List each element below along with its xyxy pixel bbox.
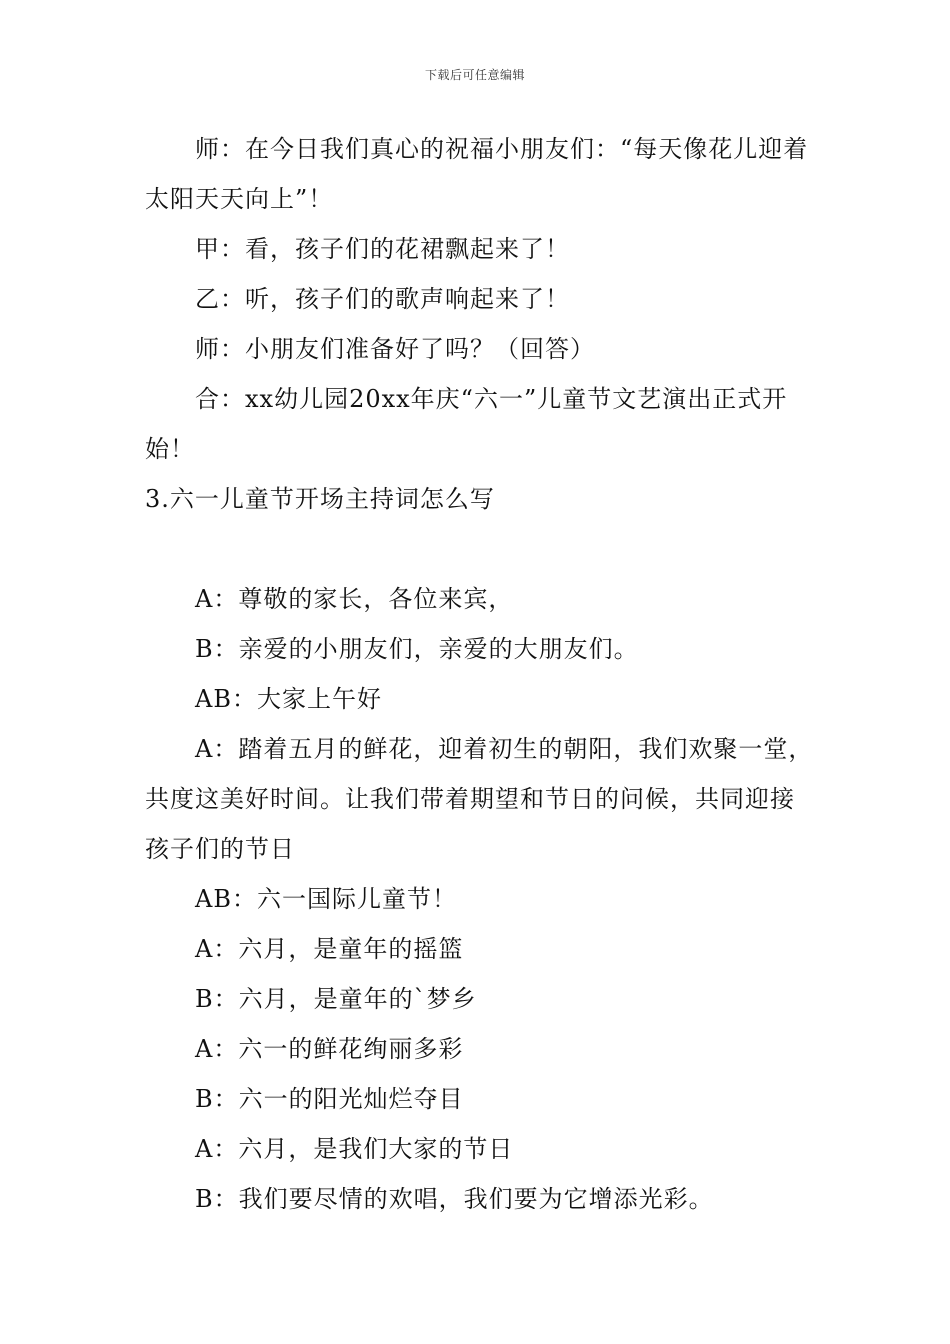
paragraph-teacher-blessing: 师：在今日我们真心的祝福小朋友们：“每天像花儿迎着太阳天天向上”！	[145, 135, 809, 213]
paragraph-b-dreamland: B：六月，是童年的`梦乡	[195, 985, 477, 1013]
paragraph-a-greeting: A：尊敬的家长，各位来宾，	[195, 585, 514, 613]
paragraph-together-start: 合：xx幼儿园20xx年庆“六一”儿童节文艺演出正式开始！	[145, 385, 788, 463]
paragraph-a-cradle: A：六月，是童年的摇篮	[195, 935, 464, 963]
paragraph-jia: 甲：看，孩子们的花裙飘起来了！	[195, 235, 570, 263]
paragraph-yi: 乙：听，孩子们的歌声响起来了！	[195, 285, 570, 313]
blank-line	[145, 524, 815, 574]
paragraph-a-our-festival: A：六月，是我们大家的节日	[195, 1135, 514, 1163]
paragraph-ab-childrens-day: AB：六一国际儿童节！	[195, 885, 457, 913]
paragraph-a-flowers: A：六一的鲜花绚丽多彩	[195, 1035, 464, 1063]
paragraph-b-greeting: B：亲爱的小朋友们，亲爱的大朋友们。	[195, 635, 639, 663]
paragraph-b-sing: B：我们要尽情的欢唱，我们要为它增添光彩。	[195, 1185, 714, 1213]
page-header-note: 下载后可任意编辑	[424, 68, 525, 82]
paragraph-a-may-flowers: A：踏着五月的鲜花，迎着初生的朝阳，我们欢聚一堂，共度这美好时间。让我们带着期望和节日的问候，共同迎接孩子们的节日	[145, 735, 814, 863]
section-heading: 3.六一儿童节开场主持词怎么写	[145, 485, 495, 513]
paragraph-ab-good-morning: AB：大家上午好	[195, 685, 382, 713]
paragraph-teacher-question: 师：小朋友们准备好了吗？（回答）	[195, 335, 595, 363]
paragraph-b-sunshine: B：六一的阳光灿烂夺目	[195, 1085, 464, 1113]
document-body	[145, 124, 815, 1224]
